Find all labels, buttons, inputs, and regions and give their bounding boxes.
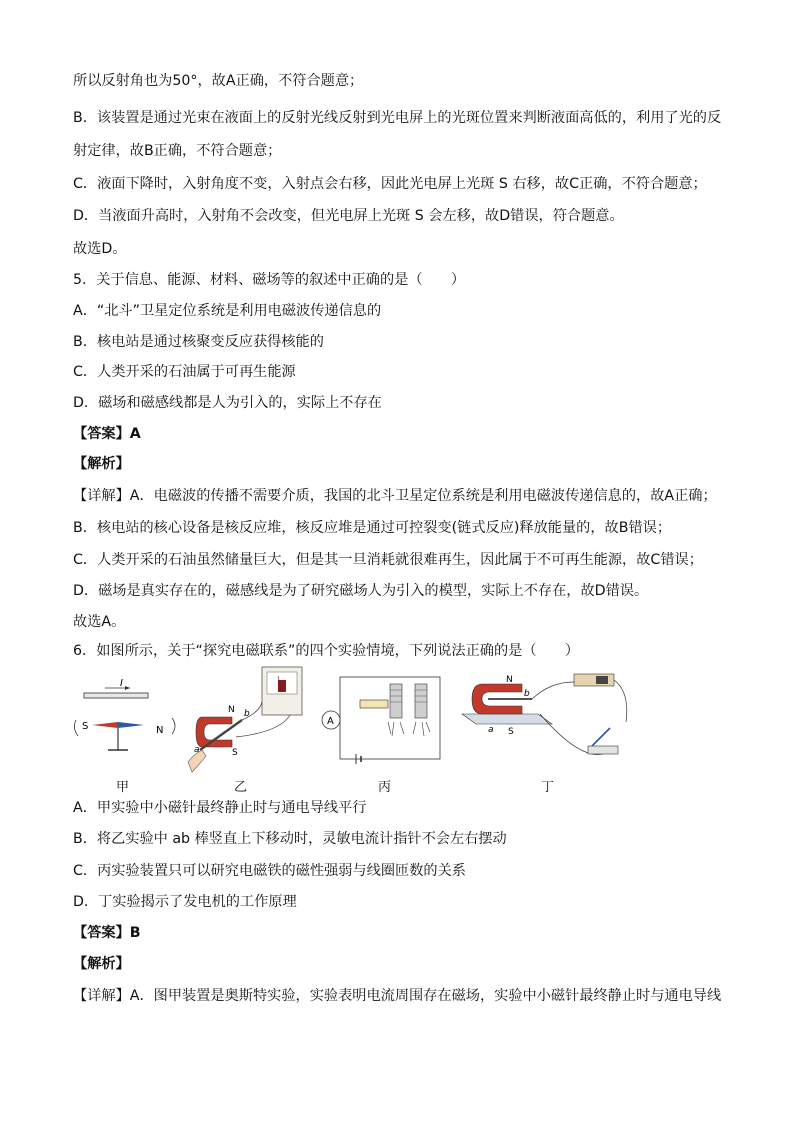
q6-answer: 【答案】B [73,925,141,941]
label-s-ding: S [508,727,514,737]
caption-bing: 丙 [378,780,392,795]
q5-option-a: A．“北斗”卫星定位系统是利用电磁波传递信息的 [73,303,382,319]
current-wire [84,693,148,698]
label-current-i: I [120,678,123,689]
q5-detail-c: C．人类开采的石油虽然储量巨大，但是其一旦消耗就很难再生，因此属于不可再生能源，故C错误； [73,552,703,568]
q6-analysis: 【解析】 [73,956,130,972]
prev-answer-line: 所以反射角也为50°，故A正确，不符合题意； [73,73,364,89]
label-ammeter: A [327,716,334,727]
base-ding [462,714,552,724]
q6-option-b: B．将乙实验中 ab 棒竖直上下移动时，灵敏电流计指针不会左右摆动 [73,831,507,847]
q5-detail-b: B．核电站的核心设备是核反应堆，核反应堆是通过可控裂变(链式反应)释放能量的，故B错误； [73,520,672,536]
prev-option-b-line1: B．该装置是通过光束在液面上的反射光线反射到光电屏上的光斑位置来判断液面高低的，利用了光的反 [73,110,722,126]
label-b-ding: b [524,689,530,699]
q5-analysis: 【解析】 [73,456,130,472]
label-n-yi: N [228,705,235,715]
needle-blue [118,722,144,728]
q5-stem: 5．关于信息、能源、材料、磁场等的叙述中正确的是（ ） [73,272,466,288]
q6-option-d: D．丁实验揭示了发电机的工作原理 [73,894,297,910]
q5-option-c: C．人类开采的石油属于可再生能源 [73,364,296,380]
experiment-figure [70,662,630,792]
q6-option-a: A．甲实验中小磁针最终静止时与通电导线平行 [73,800,367,816]
q5-option-d: D．磁场和磁感线都是人为引入的，实际上不存在 [73,395,382,411]
caption-jia: 甲 [116,780,130,795]
q5-detail-d: D．磁场是真实存在的，磁感线是为了研究磁场人为引入的模型，实际上不存在，故D错误。 [73,583,649,599]
q5-answer: 【答案】A [73,426,141,442]
experiment-figure-svg [70,662,630,792]
caption-ding: 丁 [541,780,555,795]
caption-yi: 乙 [234,780,248,795]
figure-bing-electromagnet [322,677,440,764]
label-a-ding: a [488,725,494,735]
q6-option-c: C．丙实验装置只可以研究电磁铁的磁性强弱与线圈匝数的关系 [73,863,466,879]
paper-clips [388,722,430,736]
switch-ding [588,746,618,754]
rheostat [360,700,388,708]
q5-detail-a: 【详解】A．电磁波的传播不需要介质，我国的北斗卫星定位系统是利用电磁波传递信息的，故A正确； [73,488,717,504]
prev-option-b-line2: 射定律，故B正确，不符合题意； [73,143,282,159]
rotate-arrow-left [74,720,78,736]
prev-option-d: D．当液面升高时，入射角不会改变，但光电屏上光斑 S 会左移，故D错误，符合题意。 [73,208,624,224]
label-s-jia: S [82,721,89,732]
q5-option-b: B．核电站是通过核聚变反应获得核能的 [73,334,324,350]
coil-left [390,684,402,718]
coil-right [415,684,427,718]
figure-ding-motor [462,674,627,755]
label-s-yi: S [232,748,238,758]
label-n-ding: N [506,675,513,685]
label-n-jia: N [156,725,164,736]
prev-choose: 故选D。 [73,241,127,257]
figure-yi-induction [188,667,302,772]
rotate-arrow-right [172,718,175,734]
needle-red [92,722,118,728]
q5-choose: 故选A。 [73,614,126,630]
label-b-yi: b [244,709,250,719]
label-a-yi: a [194,745,200,755]
q6-detail-a: 【详解】A．图甲装置是奥斯特实验，实验表明电流周围存在磁场，实验中小磁针最终静止时与通电导线 [73,988,722,1004]
q6-stem: 6．如图所示，关于“探究电磁联系”的四个实验情境，下列说法正确的是（ ） [73,643,580,659]
figure-jia-oersted [74,678,175,750]
prev-option-c: C．液面下降时，入射角度不变，入射点会右移，因此光电屏上光斑 S 右移，故C正确，不符合题意； [73,176,707,192]
